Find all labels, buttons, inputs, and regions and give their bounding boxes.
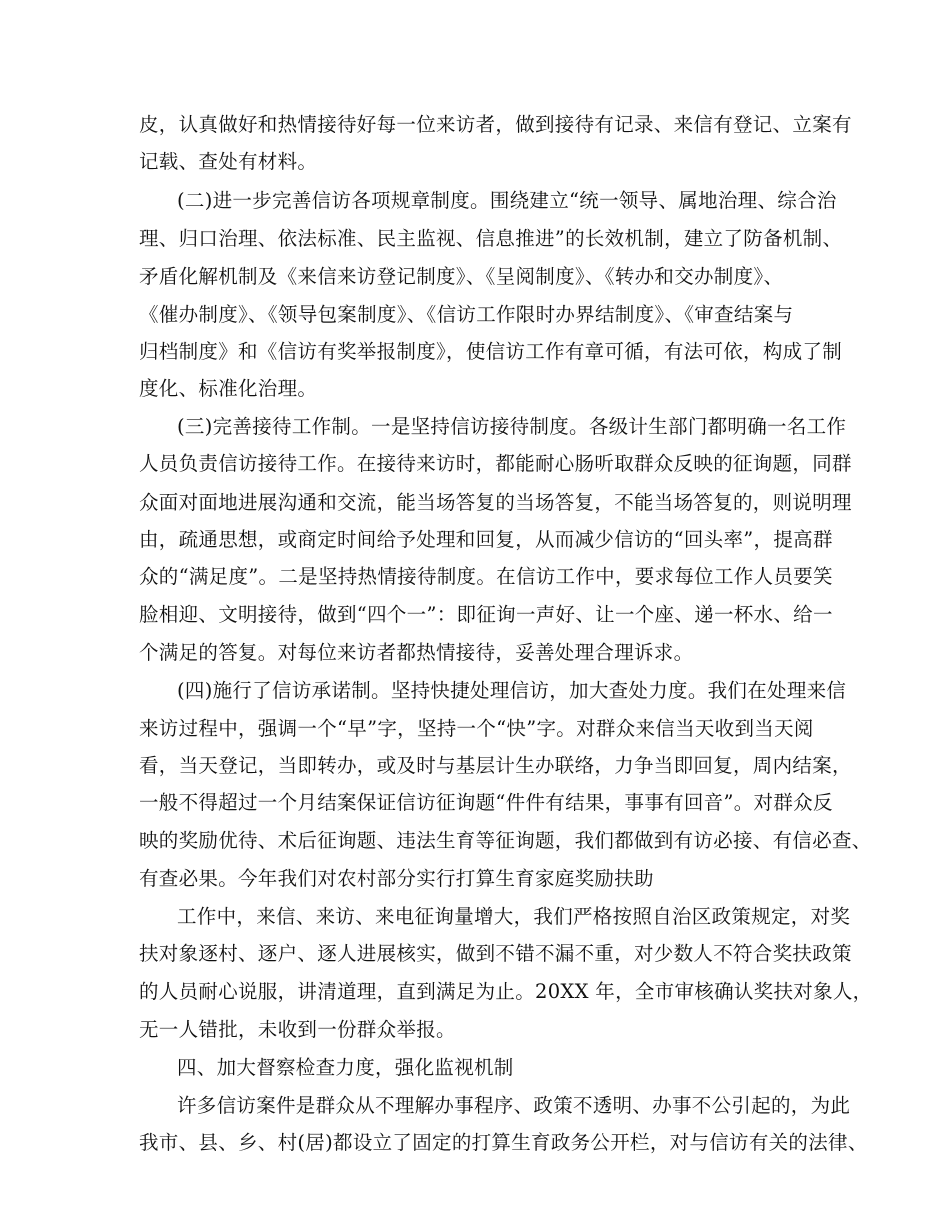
text-line: 人员负责信访接待工作。在接待来访时，都能耐心肠听取群众反映的征询题，同群 <box>139 452 852 475</box>
text-line: 个满足的答复。对每位来访者都热情接待，妥善处理合理诉求。 <box>139 641 694 664</box>
paragraph-start: (四)施行了信访承诺制。坚持快捷处理信访，加大查处力度。我们在处理来信 <box>177 679 847 702</box>
text-line: 映的奖励优待、术后征询题、违法生育等征询题，我们都做到有访必接、有信必查、 <box>139 829 872 852</box>
text-line: 归档制度》和《信访有奖举报制度》，使信访工作有章可循，有法可依，构成了制 <box>139 340 843 363</box>
text-line: 脸相迎、文明接待，做到“四个一”：即征询一声好、让一个座、递一杯水、给一 <box>139 603 833 626</box>
text-line: 一般不得超过一个月结案保证信访征询题“件件有结果，事事有回音”。对群众反 <box>139 791 833 814</box>
text-line: 来访过程中，强调一个“早”字，坚持一个“快”字。对群众来信当天收到当天阅 <box>139 717 814 740</box>
text-line: 矛盾化解机制及《来信来访登记制度》、《呈阅制度》、《转办和交办制度》、 <box>139 265 784 288</box>
paragraph-start: (二)进一步完善信访各项规章制度。围绕建立“统一领导、属地治理、综合治 <box>177 189 837 212</box>
paragraph-start: 工作中，来信、来访、来电征询量增大，我们严格按照自治区政策规定，对奖 <box>177 905 851 928</box>
text-line: 扶对象逐村、逐户、逐人进展核实，做到不错不漏不重，对少数人不符合奖扶政策 <box>139 942 852 965</box>
section-heading: 四、加大督察检查力度，强化监视机制 <box>177 1056 514 1079</box>
text-line: 皮，认真做好和热情接待好每一位来访者，做到接待有记录、来信有登记、立案有 <box>139 113 852 136</box>
text-line: 众的“满足度”。二是坚持热情接待制度。在信访工作中，要求每位工作人员要笑 <box>139 565 833 588</box>
text-line: 的人员耐心说服，讲清道理，直到满足为止。20XX 年，全市审核确认奖扶对象人， <box>139 980 873 1003</box>
paragraph-start: 许多信访案件是群众从不理解办事程序、政策不透明、办事不公引起的，为此 <box>177 1094 851 1117</box>
text-line: 《催办制度》、《领导包案制度》、《信访工作限时办界结制度》、《审查结案与 <box>139 303 794 326</box>
text-line: 众面对面地进展沟通和交流，能当场答复的当场答复，不能当场答复的，则说明理 <box>139 491 852 514</box>
text-line: 我市、县、乡、村(居)都设立了固定的打算生育政务公开栏，对与信访有关的法律、 <box>139 1131 868 1154</box>
paragraph-start: (三)完善接待工作制。一是坚持信访接待制度。各级计生部门都明确一名工作 <box>177 415 847 438</box>
text-line: 理、归口治理、依法标准、民主监视、信息推进”的长效机制，建立了防备机制、 <box>139 227 843 250</box>
text-line: 记载、查处有材料。 <box>139 150 318 173</box>
text-line: 无一人错批，未收到一份群众举报。 <box>139 1018 456 1041</box>
text-line: 度化、标准化治理。 <box>139 377 318 400</box>
text-line: 由，疏通思想，或商定时间给予处理和回复，从而减少信访的“回头率”，提高群 <box>139 528 833 551</box>
text-line: 有查必果。今年我们对农村部分实行打算生育家庭奖励扶助 <box>139 867 654 890</box>
text-line: 看，当天登记，当即转办，或及时与基层计生办联络，力争当即回复，周内结案， <box>139 754 852 777</box>
